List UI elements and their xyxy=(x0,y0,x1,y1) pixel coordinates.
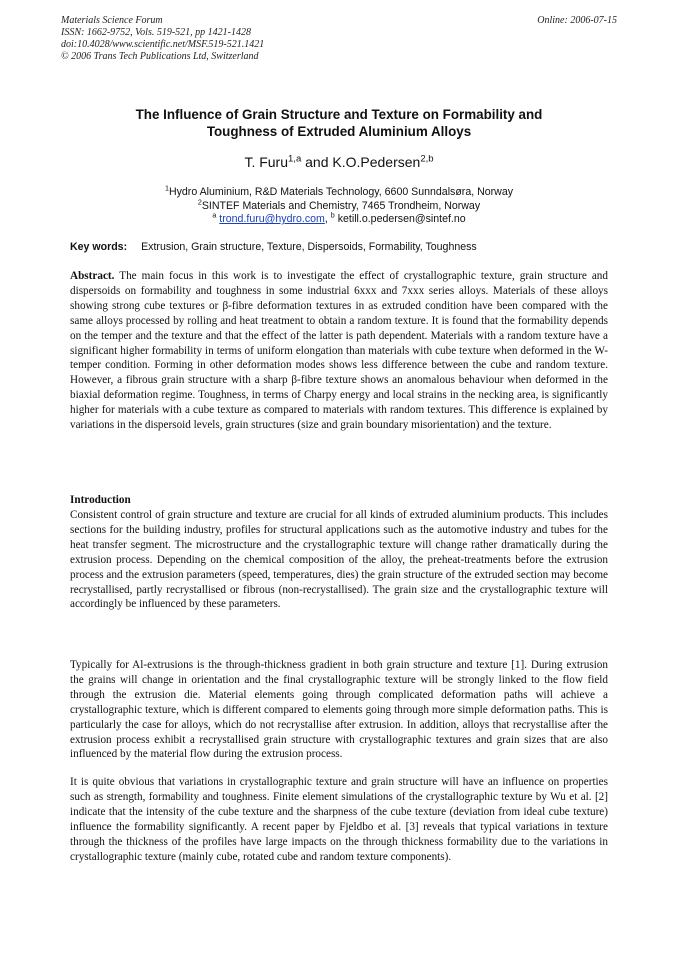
author-conjunction: and xyxy=(301,154,333,170)
online-date: Online: 2006-07-15 xyxy=(537,15,617,26)
affiliation-1-superscript: 1 xyxy=(164,183,169,193)
intro-paragraph-3: It is quite obvious that variations in crystallographic texture and grain structure will have an influence on properties such as strength, formability and toughness. Finite element simulations of the crystallographic texture by Wu et al. [2] indicate that the intensity of the cube texture and the sharpness of the cube texture (deviation from ideal cube texture) influence the formability significantly. A recent paper by Fjeldbo et al. [3] reveals that typical variations in texture through the thickness of the profiles have large impacts on the through thickness formability due to the variations in crystallographic texture (mainly cube, rotated cube and random texture components). xyxy=(70,776,608,863)
journal-header xyxy=(61,15,617,63)
affiliation-2-superscript: 2 xyxy=(197,196,202,206)
abstract-label: Abstract. xyxy=(70,270,115,282)
author-list xyxy=(70,153,608,171)
affiliations xyxy=(70,183,608,227)
author-1: T. Furu xyxy=(244,154,289,170)
email-b-superscript: b xyxy=(330,210,335,220)
affiliation-1-text: Hydro Aluminium, R&D Materials Technology, 6600 Sunndalsøra, Norway xyxy=(168,186,514,198)
copyright-line: © 2006 Trans Tech Publications Ltd, Switzerland xyxy=(61,51,259,62)
journal-name: Materials Science Forum xyxy=(61,15,163,26)
title-line-2: Toughness of Extruded Aluminium Alloys xyxy=(206,124,472,139)
email-line: $^a$ trond.furu@hydro.com, $^b$ ketill.o.pedersen@sintef.no xyxy=(212,210,466,225)
keywords-label: Key words: xyxy=(70,241,128,253)
intro-paragraph-1: Consistent control of grain structure and texture are crucial for all kinds of extruded aluminium products. This includes sections for the building industry, profiles for structural applications such as the automotive industry and tubes for the heat transfer segment. The microstructure and the crystallographic texture will change rather dramatically during the extrusion process. Depending on the chemical composition of the alloy, the preheat-treatments before the extrusion process and the extrusion parameters (speed, temperatures, dies) the grain structure of the extruded section may become recrystallised, partly recrystallised or fibrous (non-recrystallised). The grain size and the crystallographic texture will accordingly be influenced by these parameters. xyxy=(70,509,608,611)
paper-title xyxy=(70,106,608,140)
abstract-text: The main focus in this work is to investigate the effect of crystallographic texture, grain structure and dispersoids on formability and toughness in some industrial 6xxx and 7xxx series alloys. Materials of these alloys showing strong cube textures or β-fibre deformation textures in as extruded condition have been compared with the same alloys processed by rolling and heat treatment to obtain a random texture. It is found that the formability depends on the temper and the texture and that the effect of the latter is path dependent. Materials with a random texture have a significant higher formability in terms of uniform elongation than materials with cube texture when deformed in the W-temper condition. Forming in other deformation modes shows less difference between the cube and random texture. However, a fibrous grain structure with a sharp β-fibre texture shows an anomalous behaviour when deformed in the biaxial deformation regime. Toughness, in terms of Charpy energy and local strains in the necking area, is significantly higher for materials with a cube texture as compared to materials with random textures. This difference is explained by variations in the dispersoid levels, grain structures (size and grain boundary misorientation) and the texture. xyxy=(70,270,608,432)
affiliation-2 xyxy=(70,196,608,214)
doi-line: doi:10.4028/www.scientific.net/MSF.519-521.1421 xyxy=(61,39,265,50)
email-link-a[interactable]: trond.furu@hydro.com xyxy=(219,213,325,225)
keywords-text: Extrusion, Grain structure, Texture, Dispersoids, Formability, Toughness xyxy=(141,241,477,253)
email-b-text: ketill.o.pedersen@sintef.no xyxy=(337,213,466,225)
author-2-superscript: 2,b xyxy=(420,153,434,165)
keywords xyxy=(70,241,608,254)
email-a-superscript: a xyxy=(212,210,217,220)
issn-line: ISSN: 1662-9752, Vols. 519-521, pp 1421-1428 xyxy=(61,27,251,38)
affiliation-2-text: SINTEF Materials and Chemistry, 7465 Trondheim, Norway xyxy=(201,199,481,212)
affiliation-1 xyxy=(70,183,608,200)
intro-paragraph-2: Typically for Al-extrusions is the through-thickness gradient in both grain structure and texture [1]. During extrusion the grains will change in orientation and the final crystallographic texture will be strongly linked to the flow field through the extrusion die. Material elements going through complicated deformation paths will achieve a crystallographic texture, which is different compared to elements going through more simple deformation paths. This is particularly the case for alloys, which do not recrystallise after extrusion. In addition, alloys that recrystallise after the extrusion process exhibit a recrystallised grain structure with crystallographic textures and grain sizes that are also influenced by the material flow during the extrusion process. xyxy=(70,659,608,761)
abstract-paragraph xyxy=(70,269,608,433)
title-line-1: The Influence of Grain Structure and Texture on Formability and xyxy=(135,107,543,122)
introduction-heading: Introduction xyxy=(70,494,131,506)
author-2: K.O.Pedersen xyxy=(332,154,421,170)
author-1-superscript: 1,a xyxy=(288,153,302,165)
